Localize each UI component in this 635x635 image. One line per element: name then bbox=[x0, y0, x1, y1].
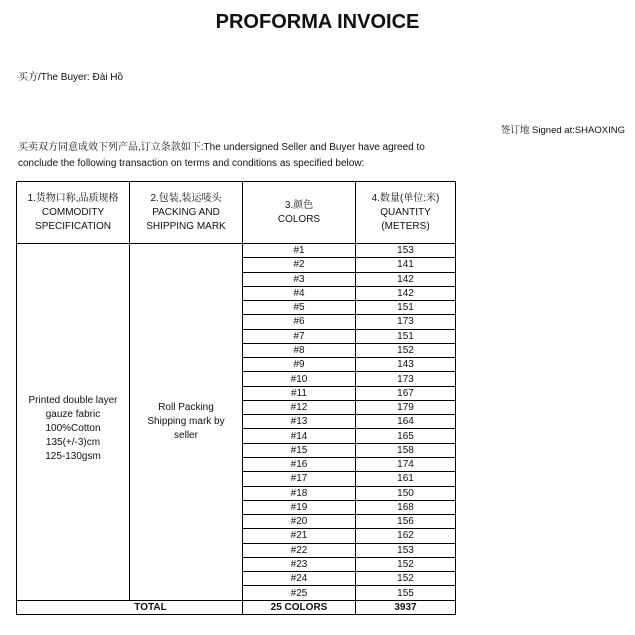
packing-cell bbox=[130, 244, 243, 601]
commodity-line: 125-130gsm bbox=[45, 450, 101, 462]
color-cell: #19 bbox=[243, 501, 356, 515]
quantity-cell: 151 bbox=[356, 330, 456, 344]
quantity-cell: 174 bbox=[356, 458, 456, 472]
header-line: (METERS) bbox=[381, 220, 430, 232]
quantity-cell: 153 bbox=[356, 244, 456, 258]
color-cell: #24 bbox=[243, 572, 356, 586]
header-line: 4.数量(单位:米) bbox=[371, 192, 440, 204]
total-quantity: 3937 bbox=[356, 601, 456, 615]
color-cell: #4 bbox=[243, 287, 356, 301]
total-colors: 25 COLORS bbox=[243, 601, 356, 615]
quantity-cell: 141 bbox=[356, 258, 456, 272]
quantity-cell: 143 bbox=[356, 358, 456, 372]
color-cell: #10 bbox=[243, 372, 356, 386]
buyer-line: 买方/The Buyer: Đài Hồ bbox=[18, 72, 124, 83]
packing-line: Roll Packing bbox=[158, 401, 214, 413]
quantity-cell: 158 bbox=[356, 444, 456, 458]
header-line: QUANTITY bbox=[380, 206, 431, 218]
color-cell: #8 bbox=[243, 344, 356, 358]
intro-text-line-1: 买卖双方同意成效下列产品,订立条款如下:The undersigned Seller and Buyer have agreed to bbox=[18, 142, 425, 153]
color-cell: #23 bbox=[243, 558, 356, 572]
commodity-line: Printed double layer bbox=[28, 394, 118, 406]
signed-at-line: 签订地 Signed at:SHAOXING bbox=[500, 125, 625, 136]
quantity-cell: 168 bbox=[356, 501, 456, 515]
color-cell: #18 bbox=[243, 487, 356, 501]
color-cell: #21 bbox=[243, 529, 356, 543]
header-line: PACKING AND bbox=[152, 206, 220, 218]
color-cell: #22 bbox=[243, 544, 356, 558]
color-cell: #15 bbox=[243, 444, 356, 458]
commodity-line: 100%Cotton bbox=[45, 422, 101, 434]
header-packing bbox=[130, 182, 243, 244]
header-colors bbox=[243, 182, 356, 244]
header-line: COLORS bbox=[277, 213, 321, 225]
quantity-cell: 152 bbox=[356, 558, 456, 572]
quantity-cell: 152 bbox=[356, 572, 456, 586]
color-cell: #25 bbox=[243, 586, 356, 600]
quantity-cell: 162 bbox=[356, 529, 456, 543]
quantity-cell: 173 bbox=[356, 372, 456, 386]
packing-line: seller bbox=[174, 429, 198, 441]
header-line: 3.颜色 bbox=[284, 199, 314, 211]
quantity-cell: 151 bbox=[356, 301, 456, 315]
color-cell: #13 bbox=[243, 415, 356, 429]
header-line: 1.货物口称,品质规格 bbox=[27, 192, 119, 204]
header-line: COMMODITY bbox=[41, 206, 105, 218]
quantity-cell: 161 bbox=[356, 472, 456, 486]
color-cell: #1 bbox=[243, 244, 356, 258]
packing-line: Shipping mark by bbox=[147, 415, 225, 427]
quantity-cell: 153 bbox=[356, 544, 456, 558]
total-label: TOTAL bbox=[17, 601, 243, 615]
color-cell: #5 bbox=[243, 301, 356, 315]
header-line: SPECIFICATION bbox=[35, 220, 111, 232]
color-cell: #9 bbox=[243, 358, 356, 372]
header-quantity bbox=[356, 182, 456, 244]
invoice-table bbox=[16, 181, 456, 615]
color-cell: #17 bbox=[243, 472, 356, 486]
quantity-cell: 173 bbox=[356, 315, 456, 329]
color-cell: #16 bbox=[243, 458, 356, 472]
quantity-cell: 179 bbox=[356, 401, 456, 415]
color-cell: #20 bbox=[243, 515, 356, 529]
quantity-cell: 164 bbox=[356, 415, 456, 429]
quantity-cell: 142 bbox=[356, 273, 456, 287]
color-cell: #7 bbox=[243, 330, 356, 344]
commodity-line: gauze fabric bbox=[45, 408, 101, 420]
header-commodity bbox=[17, 182, 130, 244]
intro-text-line-2: conclude the following transaction on terms and conditions as specified below: bbox=[18, 158, 365, 169]
quantity-cell: 150 bbox=[356, 487, 456, 501]
header-line: 2.包装,装运唛头 bbox=[150, 192, 222, 204]
commodity-specification-cell bbox=[17, 244, 130, 601]
quantity-cell: 155 bbox=[356, 586, 456, 600]
color-cell: #2 bbox=[243, 258, 356, 272]
color-cell: #11 bbox=[243, 387, 356, 401]
color-cell: #6 bbox=[243, 315, 356, 329]
commodity-line: 135(+/-3)cm bbox=[45, 436, 101, 448]
header-line: SHIPPING MARK bbox=[146, 220, 226, 232]
color-cell: #12 bbox=[243, 401, 356, 415]
quantity-cell: 142 bbox=[356, 287, 456, 301]
color-cell: #3 bbox=[243, 273, 356, 287]
quantity-cell: 165 bbox=[356, 429, 456, 443]
quantity-cell: 167 bbox=[356, 387, 456, 401]
quantity-cell: 152 bbox=[356, 344, 456, 358]
color-cell: #14 bbox=[243, 429, 356, 443]
document-title: PROFORMA INVOICE bbox=[215, 11, 420, 33]
quantity-cell: 156 bbox=[356, 515, 456, 529]
